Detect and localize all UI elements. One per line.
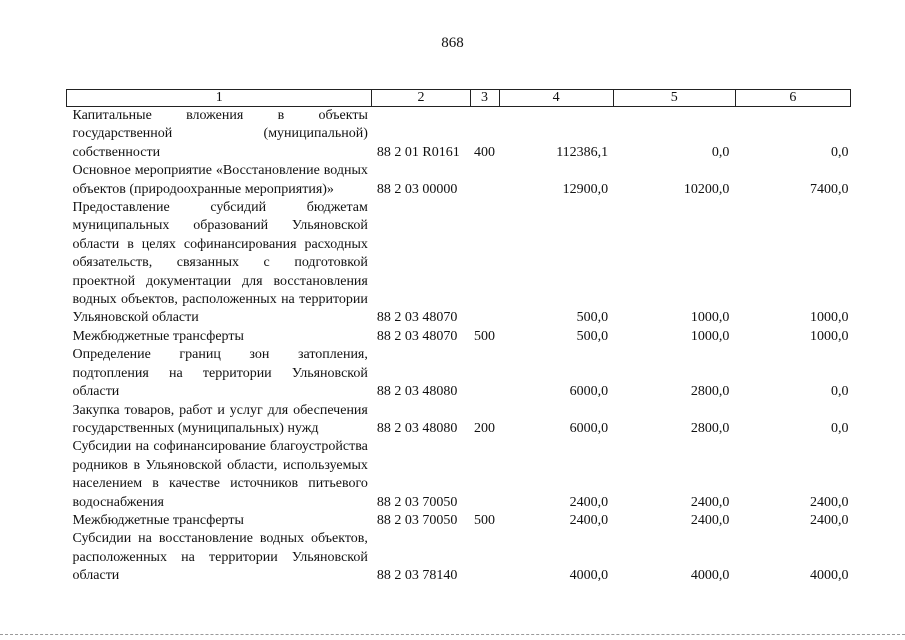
column-header-value-4: 4 bbox=[499, 90, 613, 107]
column-header-value-5: 5 bbox=[613, 90, 735, 107]
row-value-5: 2400,0 bbox=[690, 512, 730, 528]
row-code: 88 2 03 78140 bbox=[376, 568, 458, 584]
table-row bbox=[67, 512, 851, 530]
column-header-code: 2 bbox=[372, 90, 470, 107]
row-value-4: 112386,1 bbox=[556, 144, 609, 160]
row-code: 88 2 03 48070 bbox=[376, 328, 458, 344]
row-code: 88 2 03 70050 bbox=[376, 512, 458, 528]
row-value-5: 2800,0 bbox=[690, 384, 730, 400]
row-value-4: 500,0 bbox=[576, 310, 609, 326]
table-row bbox=[67, 199, 851, 328]
row-value-6: 0,0 bbox=[831, 144, 849, 160]
column-header-value-6: 6 bbox=[735, 90, 850, 107]
row-name: Определение границ зон затопления, подтопления на территории Ульяновской области bbox=[72, 347, 368, 400]
row-value-4: 6000,0 bbox=[569, 420, 609, 436]
row-value-6: 0,0 bbox=[831, 420, 849, 436]
table-row bbox=[67, 328, 851, 346]
row-expense-type bbox=[470, 530, 499, 585]
row-name: Закупка товаров, работ и услуг для обеспечения государственных (муниципальных) нужд bbox=[72, 402, 368, 436]
table-row bbox=[67, 402, 851, 439]
row-name: Субсидии на восстановление водных объектов, расположенных на территории Ульяновской области bbox=[72, 531, 368, 584]
row-code: 88 2 01 R0161 bbox=[376, 144, 460, 160]
row-name: Основное мероприятие «Восстановление водных объектов (природоохранные мероприятия)» bbox=[72, 163, 368, 197]
table-row bbox=[67, 438, 851, 512]
table-body bbox=[67, 107, 851, 586]
page-number: 868 bbox=[441, 35, 464, 51]
row-value-4: 4000,0 bbox=[569, 568, 609, 584]
row-code: 88 2 03 70050 bbox=[376, 494, 458, 510]
header-row bbox=[67, 90, 851, 107]
row-value-5: 2400,0 bbox=[690, 494, 730, 510]
row-expense-type bbox=[470, 346, 499, 401]
budget-table bbox=[66, 89, 851, 586]
row-value-6: 7400,0 bbox=[810, 181, 849, 197]
row-expense-type bbox=[470, 162, 499, 199]
row-value-4: 500,0 bbox=[576, 328, 609, 344]
row-expense-type bbox=[470, 199, 499, 328]
row-expense-type: 500 bbox=[474, 512, 495, 528]
row-expense-type: 500 bbox=[474, 328, 495, 344]
row-value-6: 2400,0 bbox=[810, 494, 849, 510]
column-header-type: 3 bbox=[470, 90, 499, 107]
row-value-6: 4000,0 bbox=[810, 568, 849, 584]
row-value-6: 1000,0 bbox=[810, 328, 849, 344]
row-value-5: 0,0 bbox=[711, 144, 730, 160]
row-value-6: 2400,0 bbox=[810, 512, 849, 528]
scan-edge-line bbox=[0, 634, 905, 635]
row-value-4: 12900,0 bbox=[562, 181, 609, 197]
row-value-5: 4000,0 bbox=[690, 568, 730, 584]
row-expense-type bbox=[470, 438, 499, 512]
row-name: Предоставление субсидий бюджетам муниципальных образований Ульяновской области в целях софинансирования расходных обязательств, связанных с подготовкой проектной документации для восстановления водных объектов, расположенных на территории Ульяновской области bbox=[72, 200, 368, 326]
row-expense-type: 200 bbox=[474, 420, 495, 436]
row-value-4: 2400,0 bbox=[569, 512, 609, 528]
column-header-name: 1 bbox=[67, 90, 372, 107]
row-value-6: 1000,0 bbox=[810, 310, 849, 326]
table-row bbox=[67, 162, 851, 199]
row-value-5: 2800,0 bbox=[690, 420, 730, 436]
row-value-4: 6000,0 bbox=[569, 384, 609, 400]
row-code: 88 2 03 48080 bbox=[376, 420, 458, 436]
table-header bbox=[67, 90, 851, 107]
row-value-5: 1000,0 bbox=[690, 328, 730, 344]
row-value-5: 10200,0 bbox=[683, 181, 730, 197]
table-row bbox=[67, 107, 851, 163]
row-name: Межбюджетные трансферты bbox=[72, 328, 244, 344]
row-value-5: 1000,0 bbox=[690, 310, 730, 326]
row-value-6: 0,0 bbox=[831, 384, 849, 400]
row-expense-type: 400 bbox=[474, 144, 495, 160]
row-value-4: 2400,0 bbox=[569, 494, 609, 510]
row-name: Субсидии на софинансирование благоустройства родников в Ульяновской области, используемых населением в качестве источников питьевого водоснабжения bbox=[72, 439, 368, 510]
row-code: 88 2 03 48070 bbox=[376, 310, 458, 326]
row-code: 88 2 03 48080 bbox=[376, 384, 458, 400]
table-row bbox=[67, 530, 851, 585]
table-row bbox=[67, 346, 851, 401]
row-name: Капитальные вложения в объекты государственной (муниципальной) собственности bbox=[72, 108, 368, 160]
row-name: Межбюджетные трансферты bbox=[72, 512, 244, 528]
row-code: 88 2 03 00000 bbox=[376, 181, 458, 197]
